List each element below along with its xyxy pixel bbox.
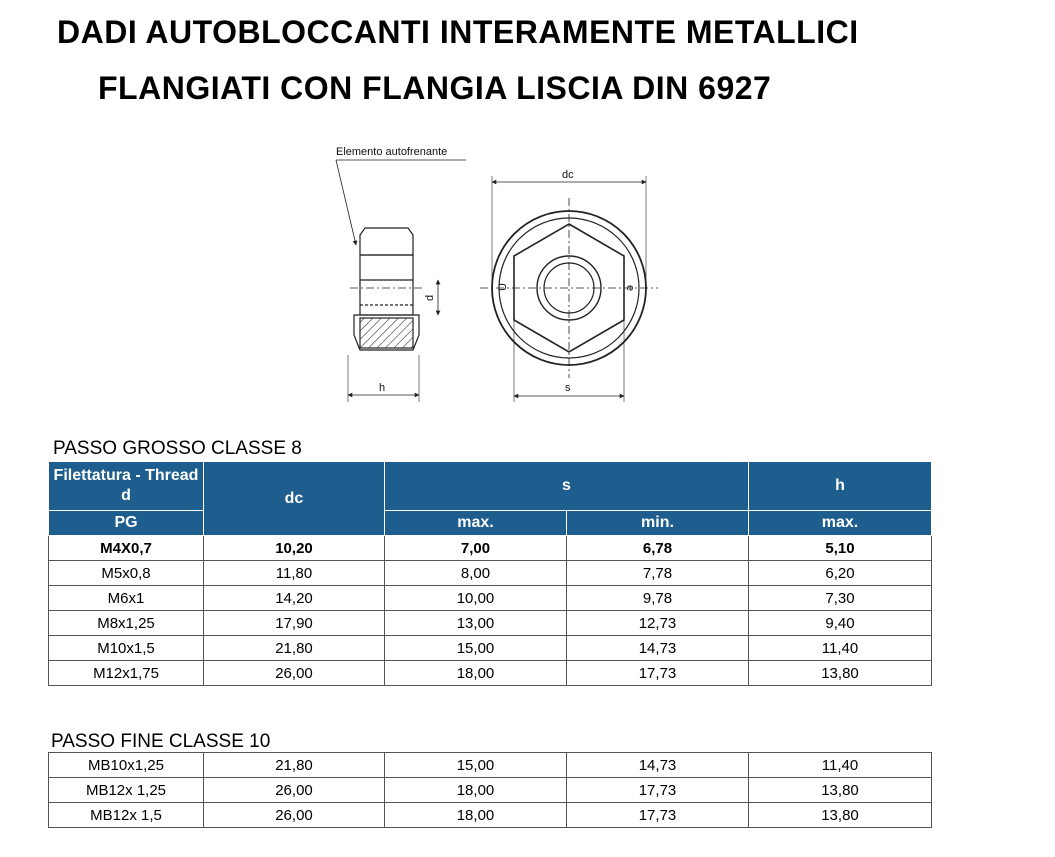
- cell-dc: 21,80: [204, 753, 385, 778]
- cell-s-max: 13,00: [385, 611, 567, 636]
- cell-dc: 26,00: [204, 778, 385, 803]
- coarse-thread-table: [48, 461, 932, 686]
- table-row: [49, 778, 932, 803]
- table-row: [49, 611, 932, 636]
- nut-side-view: [350, 228, 425, 350]
- h-max-header: max.: [749, 511, 932, 536]
- cell-dc: 26,00: [204, 803, 385, 828]
- cell-h-max: 5,10: [749, 536, 932, 561]
- section-title-coarse: PASSO GROSSO CLASSE 8: [53, 438, 302, 459]
- s-header: s: [385, 462, 749, 511]
- dc-header: dc: [204, 462, 385, 536]
- callout-label: Elemento autofrenante: [336, 146, 448, 158]
- cell-s-max: 10,00: [385, 586, 567, 611]
- cell-s-max: 15,00: [385, 636, 567, 661]
- cell-s-max: 7,00: [385, 536, 567, 561]
- title-line-2: FLANGIATI CON FLANGIA LISCIA DIN 6927: [98, 70, 772, 106]
- table-row: [49, 586, 932, 611]
- u-dimension-label: U: [497, 283, 509, 291]
- cell-dc: 11,80: [204, 561, 385, 586]
- cell-d: M6x1: [49, 586, 204, 611]
- cell-s-min: 14,73: [567, 636, 749, 661]
- cell-s-min: 17,73: [567, 778, 749, 803]
- s-dimension-label: s: [565, 382, 571, 394]
- pg-header: PG: [49, 511, 204, 536]
- e-dimension-label: e: [624, 285, 636, 292]
- section-title-fine: PASSO FINE CLASSE 10: [51, 731, 271, 752]
- table-row: [49, 636, 932, 661]
- s-min-header: min.: [567, 511, 749, 536]
- cell-s-min: 14,73: [567, 753, 749, 778]
- cell-s-min: 17,73: [567, 803, 749, 828]
- cell-h-max: 13,80: [749, 661, 932, 686]
- cell-s-max: 8,00: [385, 561, 567, 586]
- h-dimension-label: h: [379, 382, 386, 394]
- cell-d: MB10x1,25: [49, 753, 204, 778]
- fine-thread-table: [48, 752, 932, 828]
- cell-h-max: 7,30: [749, 586, 932, 611]
- title-line-1: DADI AUTOBLOCCANTI INTERAMENTE METALLICI: [57, 14, 859, 50]
- cell-s-max: 18,00: [385, 661, 567, 686]
- cell-h-max: 11,40: [749, 636, 932, 661]
- table-row: [49, 536, 932, 561]
- cell-d: M10x1,5: [49, 636, 204, 661]
- callout-leader: [336, 160, 356, 245]
- cell-dc: 21,80: [204, 636, 385, 661]
- cell-s-max: 18,00: [385, 778, 567, 803]
- cell-s-max: 15,00: [385, 753, 567, 778]
- cell-dc: 17,90: [204, 611, 385, 636]
- cell-h-max: 11,40: [749, 753, 932, 778]
- cell-d: M5x0,8: [49, 561, 204, 586]
- cell-dc: 14,20: [204, 586, 385, 611]
- h-header: h: [749, 462, 932, 511]
- cell-s-min: 17,73: [567, 661, 749, 686]
- cell-h-max: 13,80: [749, 803, 932, 828]
- cell-d: M4X0,7: [49, 536, 204, 561]
- cell-dc: 26,00: [204, 661, 385, 686]
- cell-s-min: 12,73: [567, 611, 749, 636]
- thread-header-line1: Filettatura - Thread: [53, 467, 199, 484]
- cell-s-min: 6,78: [567, 536, 749, 561]
- table-row: [49, 661, 932, 686]
- dc-dimension-label: dc: [562, 169, 574, 181]
- d-dimension-label: d: [424, 294, 436, 301]
- cell-s-max: 18,00: [385, 803, 567, 828]
- cell-h-max: 9,40: [749, 611, 932, 636]
- table-row: [49, 803, 932, 828]
- table-row: [49, 561, 932, 586]
- table-row: [49, 753, 932, 778]
- cell-d: M12x1,75: [49, 661, 204, 686]
- cell-s-min: 7,78: [567, 561, 749, 586]
- cell-dc: 10,20: [204, 536, 385, 561]
- cell-h-max: 13,80: [749, 778, 932, 803]
- thread-header: [49, 462, 204, 511]
- flange-nut-drawing: [330, 140, 660, 410]
- cell-s-min: 9,78: [567, 586, 749, 611]
- thread-header-line2: d: [121, 487, 131, 504]
- cell-d: M8x1,25: [49, 611, 204, 636]
- cell-d: MB12x 1,25: [49, 778, 204, 803]
- cell-h-max: 6,20: [749, 561, 932, 586]
- s-max-header: max.: [385, 511, 567, 536]
- cell-d: MB12x 1,5: [49, 803, 204, 828]
